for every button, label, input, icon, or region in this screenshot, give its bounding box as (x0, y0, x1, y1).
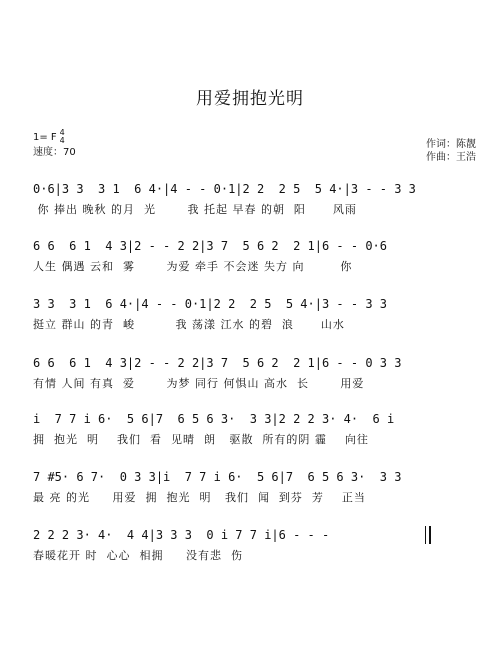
lyric-line: 有情 人间 有真 爱 为梦 同行 何惧山 高水 长 用爱 (33, 377, 365, 390)
notation-line: 7 #5· 6 7· 0 3 3|i 7 7 i 6· 5 6|7 6 5 6 3· 3 3 (33, 470, 402, 484)
tempo: 速度：70 (33, 147, 76, 158)
page-title: 用爱拥抱光明 (196, 89, 304, 109)
lyric-line: 你 捧出 晚秋 的月 光 我 托起 早春 的朝 阳 风雨 (33, 203, 357, 216)
lyric-line: 拥 抱光 明 我们 看 见晴 朗 驱散 所有的阴 霾 向往 (33, 433, 369, 446)
lyric-line: 人生 偶遇 云和 雾 为爱 牵手 不会迷 失方 向 你 (33, 260, 353, 273)
time-signature (60, 129, 65, 145)
notation-line: i 7 7 i 6· 5 6|7 6 5 6 3· 3 3|2 2 2 3· 4· 6 i (33, 412, 395, 426)
time-sig-bottom: 4 (59, 136, 65, 145)
score-meta-right (426, 138, 476, 164)
notation-line: 6 6 6 1 4 3|2 - - 2 2|3 7 5 6 2 2 1|6 - - 0 3 3 (33, 356, 402, 370)
notation-line: 0·6|3 3 3 1 6 4·|4 - - 0·1|2 2 2 5 5 4·|3 - - 3 3 (33, 182, 416, 196)
composer: 作曲：王浩 (426, 152, 476, 163)
notation-line: 6 6 6 1 4 3|2 - - 2 2|3 7 5 6 2 2 1|6 - - 0·6 (33, 239, 388, 253)
key-label: 1= F (33, 132, 57, 143)
lyric-line: 春暖花开 时 心心 相拥 没有悲 伤 (33, 549, 243, 562)
time-sig-top: 4 (59, 128, 65, 137)
key-signature (33, 129, 76, 145)
final-barline-thin (425, 526, 426, 544)
final-barline-thick (429, 526, 431, 544)
lyric-line: 最 亮 的光 用爱 拥 抱光 明 我们 闻 到芬 芳 正当 (33, 491, 366, 504)
score-meta-left (33, 129, 76, 160)
lyricist: 作词：陈靓 (426, 139, 476, 150)
notation-line: 3 3 3 1 6 4·|4 - - 0·1|2 2 2 5 5 4·|3 - - 3 3 (33, 297, 388, 311)
notation-line: 2 2 2 3· 4· 4 4|3 3 3 0 i 7 7 i|6 - - - (33, 528, 330, 542)
lyric-line: 挺立 群山 的青 峻 我 荡漾 江水 的碧 浪 山水 (33, 318, 345, 331)
